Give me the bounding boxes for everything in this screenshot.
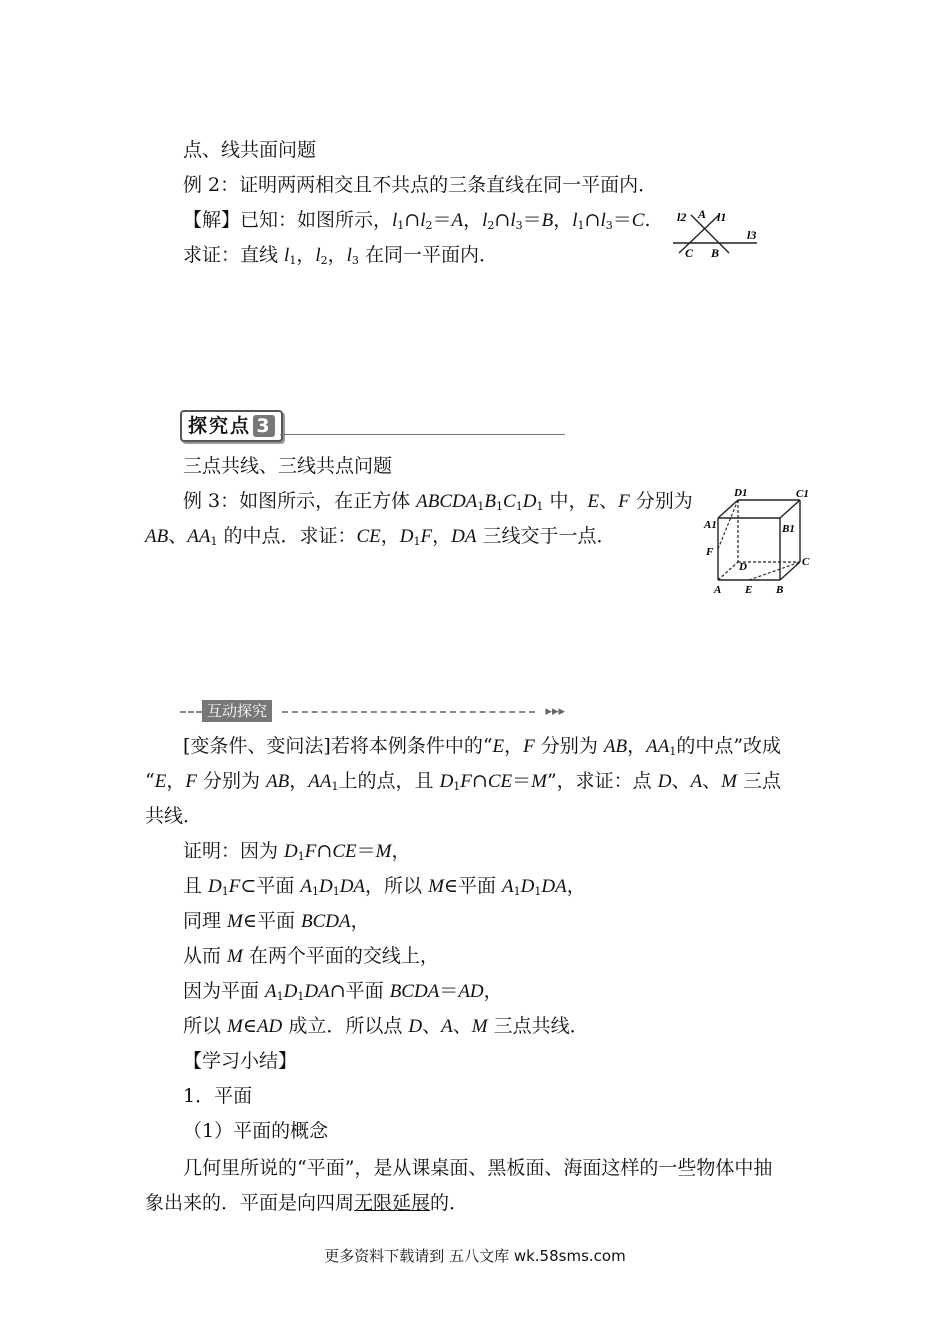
summary-para-line2: 象出来的．平面是向四周无限延展的．: [145, 1192, 469, 1214]
explore-point-label: 探究点: [188, 415, 252, 437]
footer: 更多资料下载请到 五八文库 wk.58sms.com: [324, 1247, 626, 1265]
label-l2: l2: [677, 210, 687, 224]
example-2-prove: 求证：直线 $l_1$，$l_2$，$l_3$ 在同一平面内．: [183, 244, 498, 267]
summary-item1: 1．平面: [183, 1085, 253, 1107]
explore-point-number: 3: [253, 415, 275, 437]
proof-line5: 因为平面 $A_1D_1DA\cap$平面 BCDA＝AD，: [183, 980, 503, 1003]
explore-point-3-header: [180, 408, 565, 440]
cube-figure: [700, 485, 815, 600]
interactive-explore-header: [180, 700, 565, 724]
summary-item1-1: （1）平面的概念: [183, 1120, 329, 1142]
label-D: D: [739, 561, 747, 573]
label-B: B: [711, 246, 720, 260]
label-C1: C1: [796, 488, 809, 500]
label-D1: D1: [734, 487, 748, 499]
three-lines-figure: [665, 205, 765, 265]
label-B1: B1: [782, 523, 795, 535]
label-B: B: [776, 584, 784, 596]
summary-para-line1: 几何里所说的“平面”，是从课桌面、黑板面、海面这样的一些物体中抽: [183, 1157, 773, 1179]
label-A: A: [714, 584, 722, 596]
section-title: 点、线共面问题: [183, 139, 317, 161]
label-l3: l3: [747, 228, 757, 242]
summary-title: 【学习小结】: [183, 1050, 298, 1072]
proof-line6: 所以 M∈AD 成立．所以点 D、A、M 三点共线．: [183, 1015, 589, 1037]
topic-3-title: 三点共线、三线共点问题: [183, 455, 393, 477]
label-A: A: [698, 207, 707, 221]
variant-line2: “E，F 分别为 AB，$AA_1$上的点，且 $D_1F\cap CE=M$”，求证：点 D、A、M 三点: [145, 770, 781, 793]
label-A1: A1: [704, 519, 717, 531]
example-2-title: 例 2：证明两两相交且不共点的三条直线在同一平面内．: [183, 174, 658, 196]
proof-line1: 证明：因为 $D_1F\cap CE=M$，: [183, 840, 411, 863]
example-3-line1: 例 3：如图所示，在正方体 $ABCDA_1B_1C_1D_1$ 中，E、F 分别为: [183, 490, 693, 513]
example-3-line2: AB、$AA_1$ 的中点．求证：CE，$D_1F$，DA 三线交于一点．: [145, 525, 616, 548]
arrow-icon: ▸▸▸: [545, 704, 565, 719]
label-l1: l1: [717, 210, 727, 224]
label-C: C: [802, 556, 810, 568]
proof-line2: 且 $D_1F\subset$平面 $A_1D_1DA$，所以 M∈平面 $A_1D_1DA$，: [183, 875, 586, 898]
example-2-given: 【解】已知：如图所示，$l_1\cap l_2=A$，$l_2\cap l_3=B$，$l_1\cap l_3=C$.: [183, 209, 651, 232]
variant-line3: 共线．: [145, 805, 203, 827]
variant-line1: [变条件、变问法]若将本例条件中的“E，F 分别为 AB，$AA_1$的中点”改成: [183, 735, 782, 758]
label-E: E: [745, 584, 753, 596]
proof-line3: 同理 M∈平面 BCDA，: [183, 910, 370, 932]
interactive-explore-label: 互动探究: [202, 700, 272, 722]
proof-line4: 从而 M 在两个平面的交线上，: [183, 945, 439, 967]
label-C: C: [685, 246, 694, 260]
label-F: F: [706, 546, 714, 558]
